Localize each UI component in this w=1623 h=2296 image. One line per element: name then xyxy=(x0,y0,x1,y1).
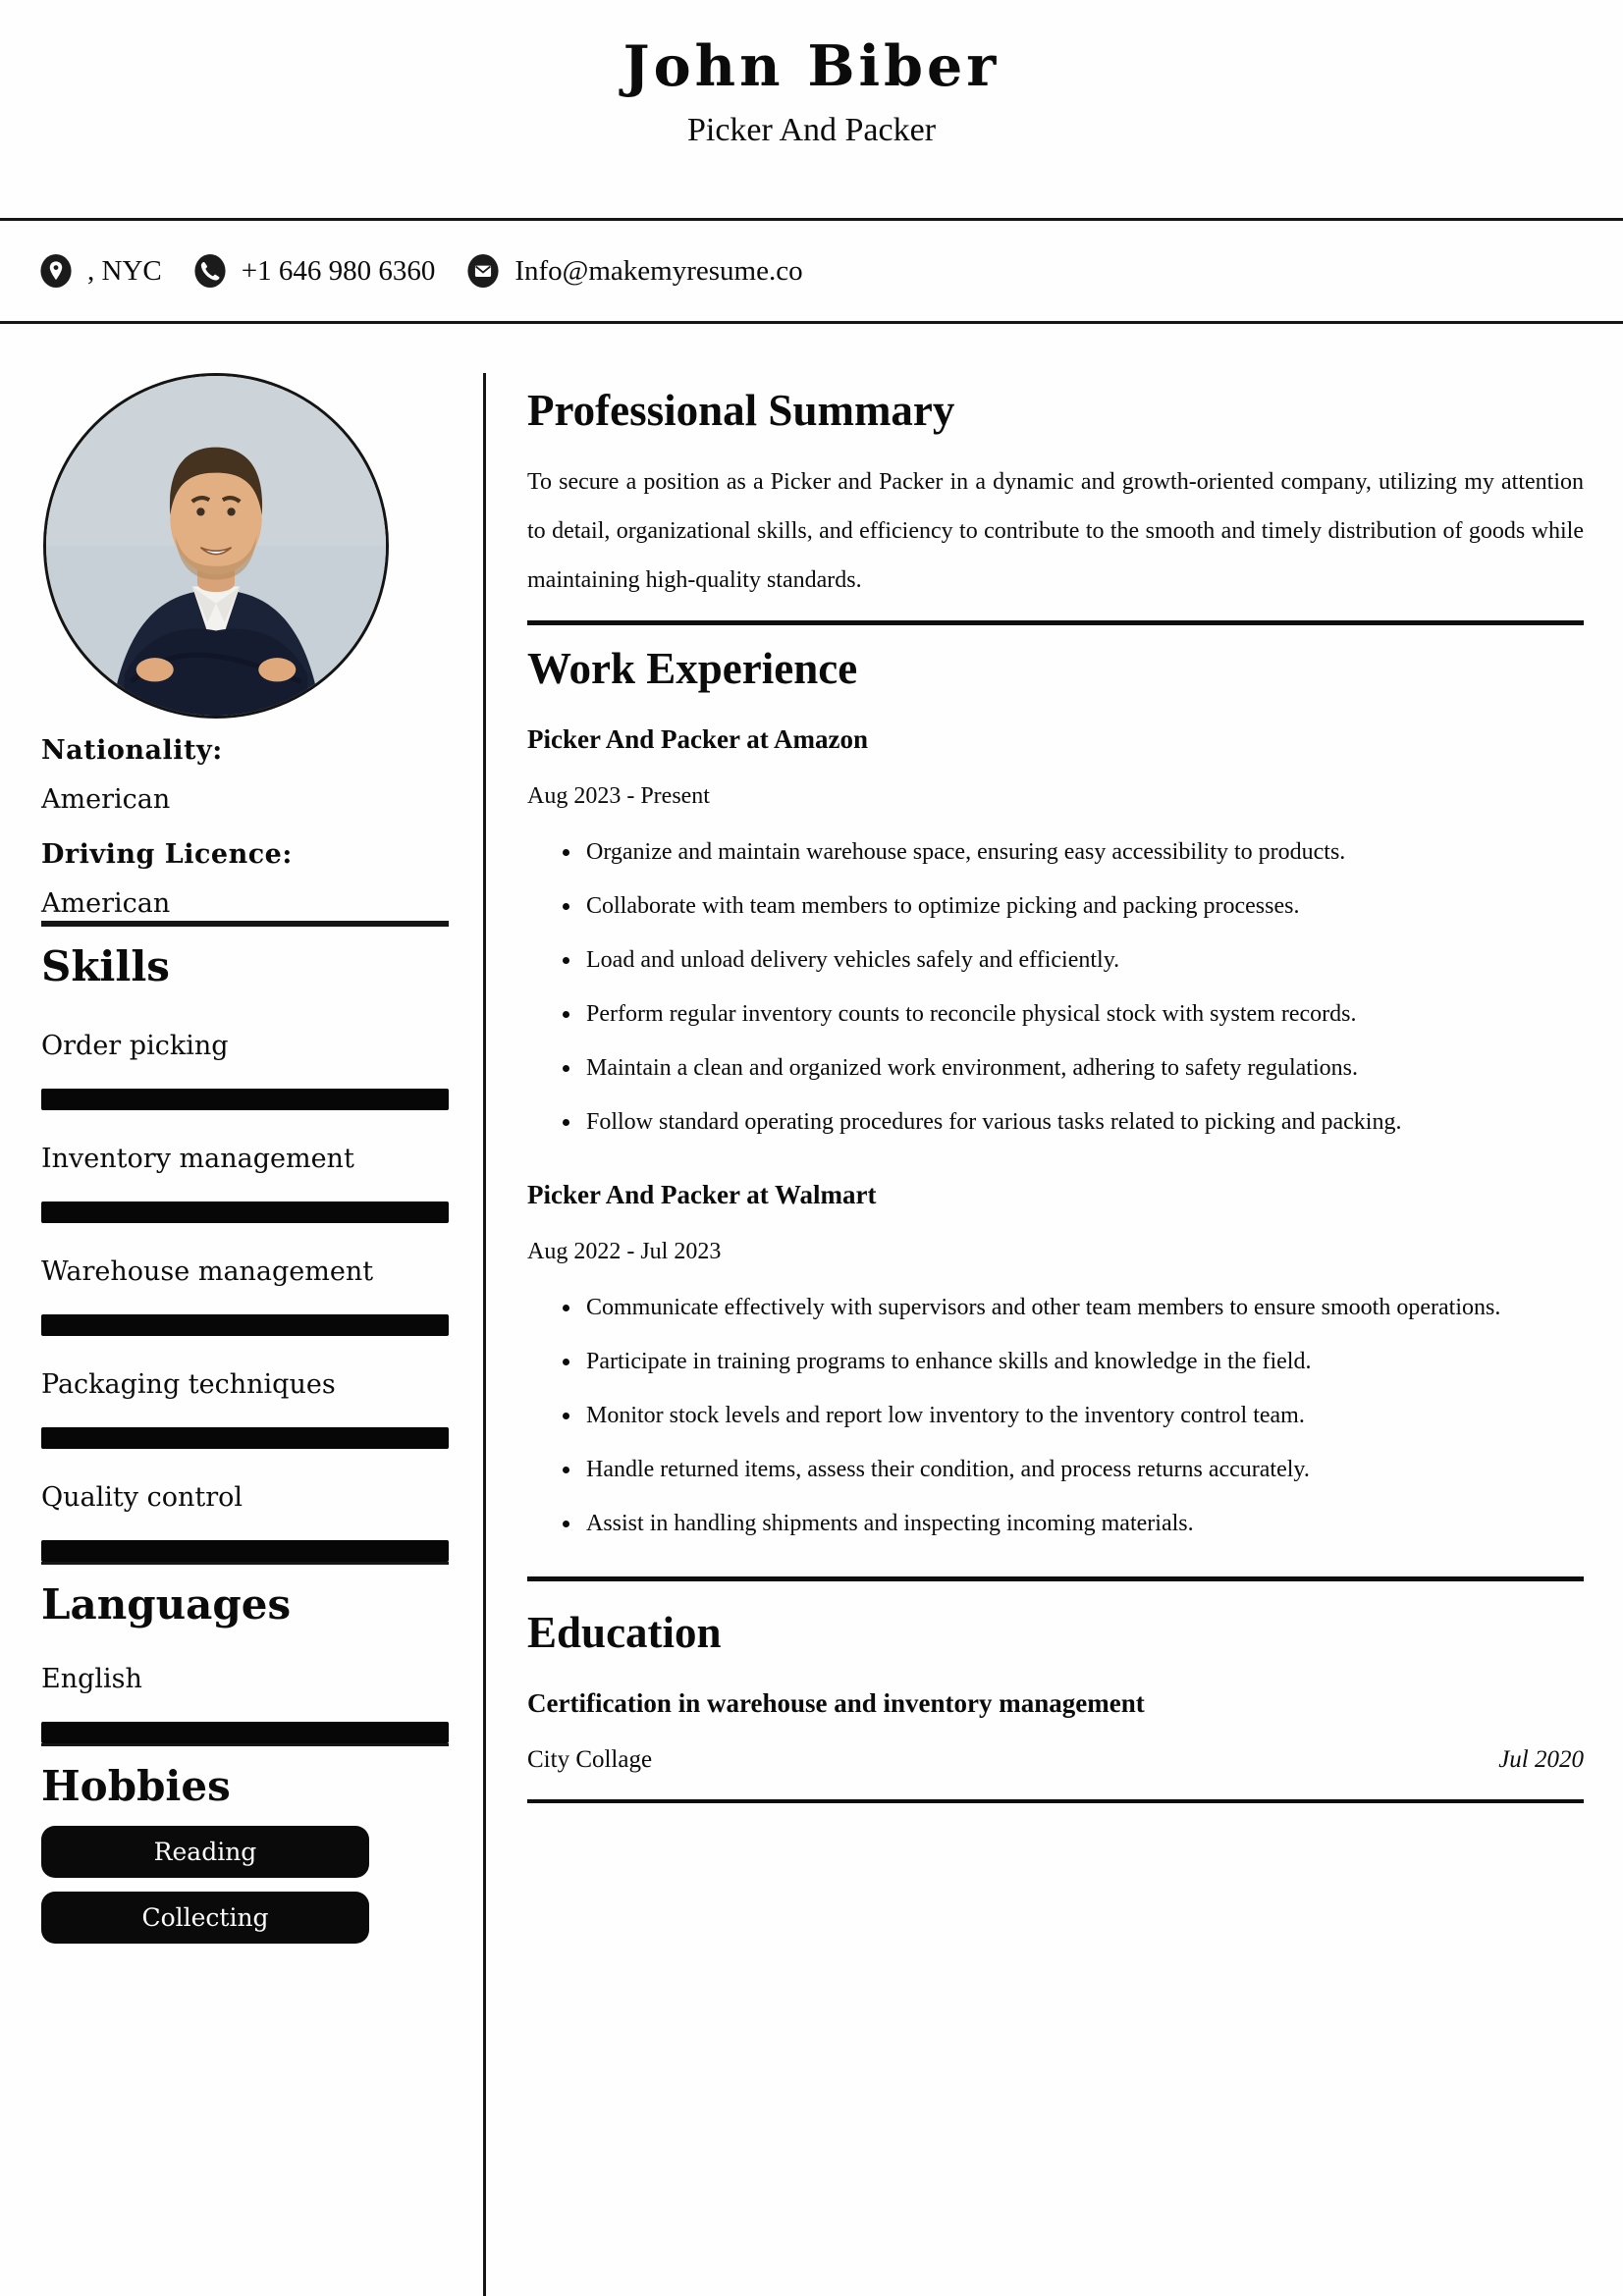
education-degree: Certification in warehouse and inventory management xyxy=(527,1688,1145,1718)
section-divider xyxy=(527,1576,1584,1581)
licence-label: Driving Licence: xyxy=(41,839,293,870)
sidebar xyxy=(41,373,449,1944)
summary-heading: Professional Summary xyxy=(527,386,955,435)
skill-item xyxy=(41,1368,449,1449)
bullet-item: • Organize and maintain warehouse space, ensuring easy accessibility to products. xyxy=(582,826,1584,880)
job-entry xyxy=(527,723,1584,1149)
email-icon xyxy=(466,254,500,288)
skill-level-bar xyxy=(41,1427,449,1449)
phone-text: +1 646 980 6360 xyxy=(241,254,436,287)
job-title: Picker And Packer at Amazon xyxy=(527,724,868,754)
sidebar-divider xyxy=(41,1743,449,1746)
section-divider xyxy=(527,620,1584,625)
skill-level-bar xyxy=(41,1540,449,1562)
education-row xyxy=(527,1744,1584,1776)
summary-text: To secure a position as a Picker and Packer in a dynamic and growth-oriented company, utilizing my attention to detail, organizational skills, and efficiency to contribute to the smooth and timely distribution of goods while maintaining high-quality standards. xyxy=(527,469,1584,593)
location-pin-icon xyxy=(39,254,73,288)
job-bullet-list xyxy=(527,1281,1584,1551)
bullet-item: • Communicate effectively with supervisors and other team members to ensure smooth operations. xyxy=(582,1281,1584,1335)
job-title: Picker And Packer at Walmart xyxy=(527,1180,877,1209)
skill-label: Warehouse management xyxy=(41,1256,374,1287)
person-name: John Biber xyxy=(622,33,1001,99)
skill-item xyxy=(41,1481,449,1562)
hobbies-heading: Hobbies xyxy=(41,1762,231,1810)
skill-level-bar xyxy=(41,1089,449,1110)
job-dates: Aug 2022 - Jul 2023 xyxy=(527,1239,722,1264)
languages-heading: Languages xyxy=(41,1580,292,1629)
language-item xyxy=(41,1663,449,1743)
licence-value: American xyxy=(41,888,171,919)
skill-level-bar xyxy=(41,1201,449,1223)
bullet-item: • Handle returned items, assess their condition, and process returns accurately. xyxy=(582,1443,1584,1497)
skill-item xyxy=(41,1143,449,1223)
bullet-item: • Collaborate with team members to optimize picking and packing processes. xyxy=(582,880,1584,934)
education-heading: Education xyxy=(527,1608,722,1657)
main-column xyxy=(527,373,1584,1803)
skill-level-bar xyxy=(41,1314,449,1336)
section-divider xyxy=(527,1799,1584,1803)
contact-location xyxy=(39,254,162,288)
contact-bar xyxy=(0,218,1623,324)
work-experience-heading: Work Experience xyxy=(527,644,858,693)
bullet-item: • Monitor stock levels and report low inventory to the inventory control team. xyxy=(582,1389,1584,1443)
contact-email xyxy=(466,254,802,288)
bullet-item: • Follow standard operating procedures for various tasks related to picking and packing. xyxy=(582,1095,1584,1149)
column-divider xyxy=(483,373,486,2296)
nationality-value: American xyxy=(41,784,171,815)
education-school: City Collage xyxy=(527,1746,653,1773)
portrait-illustration xyxy=(46,376,386,716)
job-bullet-list xyxy=(527,826,1584,1149)
hobby-tag: Collecting xyxy=(41,1892,369,1944)
avatar xyxy=(43,373,389,719)
job-entry xyxy=(527,1179,1584,1551)
location-text: , NYC xyxy=(87,254,162,287)
skill-label: Packaging techniques xyxy=(41,1369,336,1400)
hobby-tag: Reading xyxy=(41,1826,369,1878)
education-date: Jul 2020 xyxy=(1498,1746,1584,1773)
skill-label: Order picking xyxy=(41,1031,229,1061)
nationality-label: Nationality: xyxy=(41,735,223,766)
skills-heading: Skills xyxy=(41,942,170,990)
language-level-bar xyxy=(41,1722,449,1743)
sidebar-divider xyxy=(41,924,449,927)
skill-label: Inventory management xyxy=(41,1144,354,1174)
bullet-item: • Assist in handling shipments and inspecting incoming materials. xyxy=(582,1497,1584,1551)
phone-icon xyxy=(193,254,227,288)
skill-item xyxy=(41,1030,449,1110)
language-label: English xyxy=(41,1664,142,1694)
bullet-item: • Perform regular inventory counts to reconcile physical stock with system records. xyxy=(582,988,1584,1041)
bullet-item: • Load and unload delivery vehicles safely and efficiently. xyxy=(582,934,1584,988)
skill-item xyxy=(41,1255,449,1336)
bullet-item: • Participate in training programs to enhance skills and knowledge in the field. xyxy=(582,1335,1584,1389)
contact-phone xyxy=(193,254,436,288)
email-text: Info@makemyresume.co xyxy=(514,254,803,287)
header xyxy=(0,0,1623,151)
job-dates: Aug 2023 - Present xyxy=(527,783,710,809)
skill-label: Quality control xyxy=(41,1482,243,1513)
person-role: Picker And Packer xyxy=(686,112,937,148)
sidebar-divider xyxy=(41,1562,449,1565)
bullet-item: • Maintain a clean and organized work environment, adhering to safety regulations. xyxy=(582,1041,1584,1095)
